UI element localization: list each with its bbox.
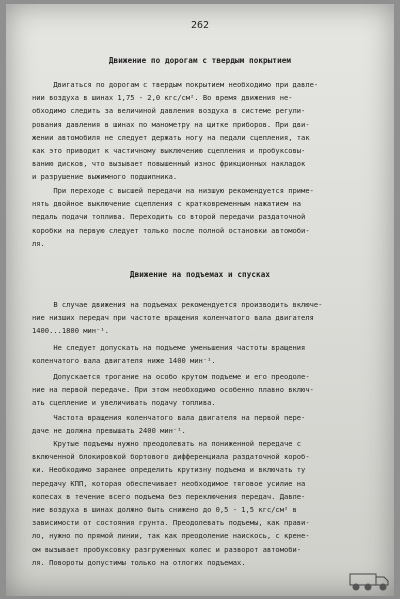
text-line: ля. [32, 238, 45, 248]
paragraph [32, 341, 380, 367]
text-line: ние низших передач при частоте вращения коленчатого вала двигателя [32, 313, 314, 323]
paragraph [32, 437, 380, 569]
text-line: и разрушение выжимного подшипника. [32, 172, 178, 182]
text-line: При переходе с высшей передачи на низшую рекомендуется приме- [32, 186, 314, 195]
section-heading-slopes: Движение на подъемах и спусках [129, 270, 271, 279]
text-line: Не следует допускать на подъеме уменьшения частоты вращения [32, 343, 306, 352]
text-line: ванию дисков, что вызывает повышенный износ фрикционных накладок [32, 159, 306, 169]
text-line: Крутые подъемы нужно преодолевать на пониженной передаче с [32, 439, 302, 448]
text-line: коленчатого вала двигателя ниже 1400 мин⁻¹. [32, 356, 216, 366]
text-line: В случае движения на подъемах рекомендуется производить включе- [32, 300, 323, 309]
truck-sketch-icon [346, 564, 392, 594]
text-line: как это приводит к частичному выключению сцепления и пробуксовы- [32, 146, 306, 156]
text-line: Допускается трогание на особо крутом подъеме и его преодоле- [32, 372, 310, 381]
text-line: даче не должна превышать 2400 мин⁻¹. [32, 426, 186, 436]
paragraph [32, 78, 380, 184]
text-line: нии воздуха в шинах 1,75 - 2,0 кгс/см². Во время движения не- [32, 93, 293, 103]
text-line: ать сцепление и увеличивать подачу топлива. [32, 398, 216, 408]
text-line: ние на первой передаче. При этом необходимо особенно плавно включ- [32, 385, 314, 395]
text-line: ом вызывает пробуксовку разгруженных колес и разворот автомоби- [32, 544, 302, 554]
text-line: включенной блокировкой бортового дифференциала раздаточной короб- [32, 452, 310, 462]
text-line: Частота вращения коленчатого вала двигателя на первой пере- [32, 413, 306, 422]
text-line: Двигаться по дорогам с твердым покрытием необходимо при давле- [32, 80, 319, 89]
text-line: зависимости от состояния грунта. Преодолевать подъемы, как прави- [32, 518, 310, 528]
text-line: нять двойное выключение сцепления с кратковременным нажатием на [32, 199, 302, 209]
text-line: 1400...1800 мин⁻¹. [32, 326, 109, 336]
text-line: передачу КПП, которая обеспечивает необходимое тяговое усилие на [32, 478, 306, 488]
text-line: ля. Повороты допустимы только на отлогих подъемах. [32, 557, 246, 567]
text-line: ло, нужно по прямой линии, так как преодоление наискось, с крене- [32, 531, 310, 541]
text-line: коробки на первую следует только после полной остановки автомоби- [32, 225, 310, 235]
text-line: колесах в течение всего подъема без переключения передач. Давле- [32, 491, 306, 501]
document-page [6, 4, 394, 596]
text-line: рования давления в шинах по манометру на щитке приборов. При дви- [32, 119, 310, 129]
text-line: ние воздуха в шинах должно быть снижено до 0,5 - 1,5 кгс/см² в [32, 505, 297, 515]
paragraph [32, 411, 380, 437]
text-line: жении автомобиля не следует держать ногу на педали сцепления, так [32, 132, 310, 142]
text-line: ки. Необходимо заранее определить крутизну подъема и включать ту [32, 465, 306, 475]
paragraph [32, 298, 380, 338]
text-line: педаль подачи топлива. Переходить со второй передачи раздаточной [32, 212, 306, 222]
section-heading-paved-roads: Движение по дорогам с твердым покрытием [108, 56, 292, 65]
paragraph [32, 370, 380, 410]
page-number: 262 [190, 20, 210, 31]
text-line: обходимо следить за величиной давления воздуха в системе регули- [32, 106, 306, 116]
paragraph [32, 184, 380, 250]
